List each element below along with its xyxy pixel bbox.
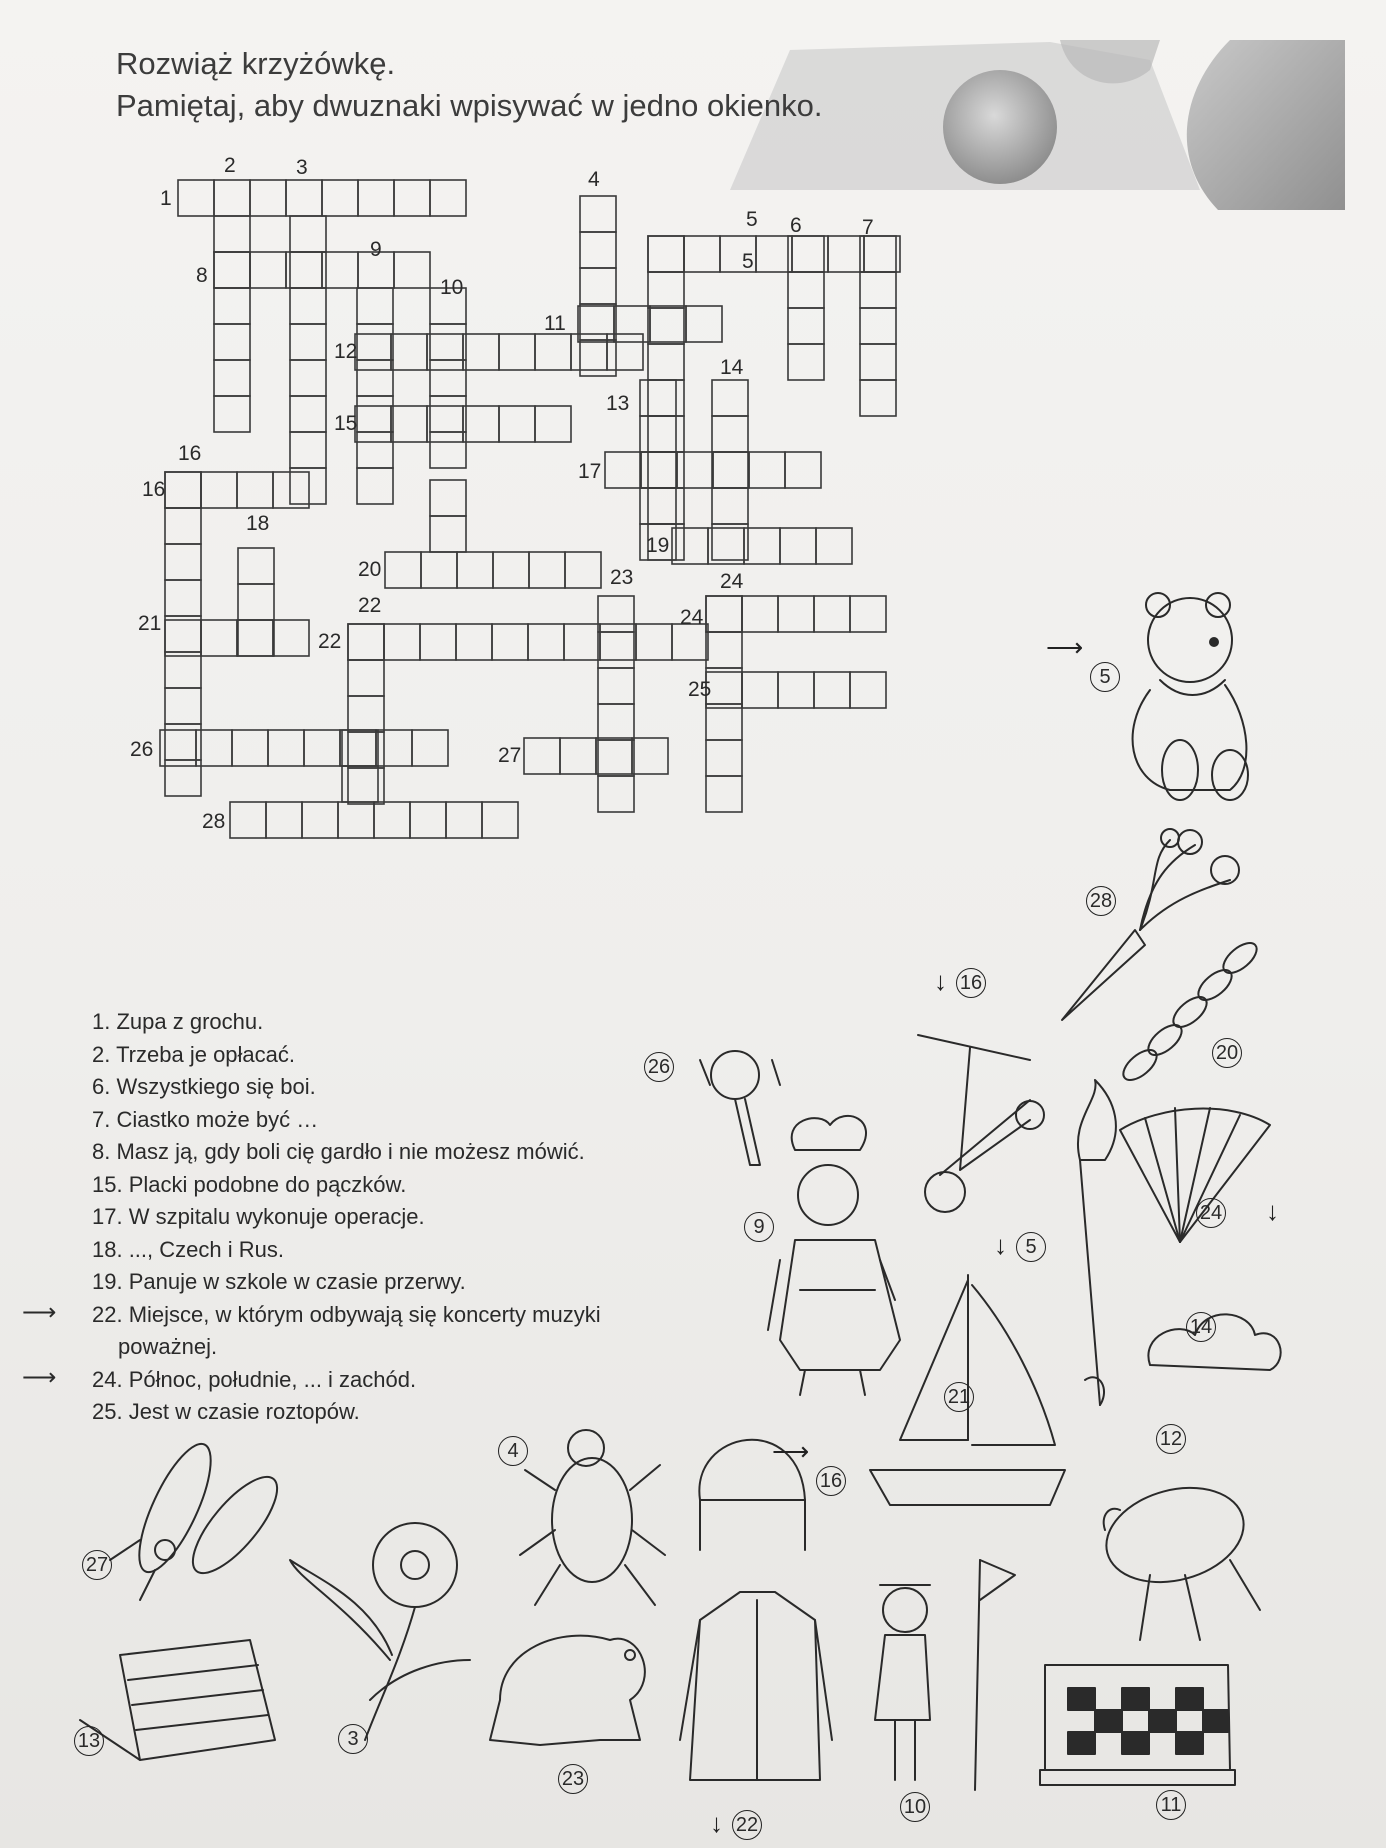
grid-number: 3 xyxy=(296,156,308,179)
picture-number: 14 xyxy=(1186,1312,1216,1342)
cook-icon xyxy=(768,1116,900,1395)
clue-text: 1. Zupa z grochu. xyxy=(92,1009,264,1034)
coat-icon xyxy=(680,1592,832,1780)
picture-number: 11 xyxy=(1156,1790,1186,1820)
grid-number: 2 xyxy=(224,154,236,177)
clue-arrow-icon: ⟶ xyxy=(22,1298,57,1326)
grid-number: 17 xyxy=(578,460,602,483)
clue-arrow-icon: ⟶ xyxy=(22,1363,57,1391)
clue-text: 7. Ciastko może być … xyxy=(92,1106,319,1132)
picture-number: 9 xyxy=(744,1212,774,1242)
picture-number: 21 xyxy=(944,1382,974,1412)
grid-number: 24 xyxy=(680,606,704,629)
clue-text-continued: poważnej. xyxy=(118,1334,218,1359)
grid-number: 12 xyxy=(334,340,358,363)
picture-number: 16 xyxy=(816,1466,846,1496)
grid-number: 1 xyxy=(160,187,172,210)
direction-arrow-icon: ⟶ xyxy=(772,1436,810,1466)
chess-icon xyxy=(1040,1665,1235,1785)
clue-text: 15. Placki podobne do pączków. xyxy=(92,1171,407,1197)
title-line-2: Pamiętaj, aby dwuznaki wpisywać w jedno okienko. xyxy=(116,88,823,123)
direction-arrow-icon: ⟶ xyxy=(1046,632,1084,662)
grid-number: 11 xyxy=(544,312,566,335)
direction-arrow-icon: ↓ xyxy=(994,1230,1007,1260)
toad-icon xyxy=(490,1636,645,1745)
grid-number: 21 xyxy=(138,612,162,635)
picture-number: 3 xyxy=(338,1724,368,1754)
clue-text: 18. ..., Czech i Rus. xyxy=(92,1236,284,1262)
grid-number: 20 xyxy=(358,558,382,581)
grid-number: 22 xyxy=(358,594,382,617)
grid-number: 26 xyxy=(130,738,154,761)
title-line-1: Rozwiąż krzyżówkę. xyxy=(116,46,396,81)
chain-icon xyxy=(1118,937,1261,1085)
grid-number: 4 xyxy=(588,168,600,191)
roof-icon xyxy=(80,1640,275,1760)
picture-number: 22 xyxy=(732,1810,762,1840)
direction-arrow-icon: ↓ xyxy=(1266,1196,1279,1226)
clue-text: 2. Trzeba je opłacać. xyxy=(92,1041,296,1067)
grid-number: 13 xyxy=(606,392,630,415)
picture-number: 26 xyxy=(644,1052,674,1082)
carrot-icon xyxy=(1062,829,1239,1020)
grid-number: 6 xyxy=(790,214,802,237)
bug-icon xyxy=(520,1430,665,1605)
picture-number: 4 xyxy=(498,1436,528,1466)
grid-number: 9 xyxy=(370,238,382,261)
direction-arrow-icon: ↓ xyxy=(934,966,947,996)
grid-number: 18 xyxy=(246,512,270,535)
grid-number: 22 xyxy=(318,630,342,653)
grid-number: 7 xyxy=(862,216,874,239)
picture-number: 5 xyxy=(1016,1232,1046,1262)
picture-number: 16 xyxy=(956,968,986,998)
picture-number: 23 xyxy=(558,1764,588,1794)
grid-number: 27 xyxy=(498,744,522,767)
picture-number: 12 xyxy=(1156,1424,1186,1454)
grid-number: 25 xyxy=(688,678,712,701)
picture-number: 20 xyxy=(1212,1038,1242,1068)
grid-number: 23 xyxy=(610,566,634,589)
torch-icon xyxy=(1078,1080,1116,1405)
grid-number: 19 xyxy=(646,534,670,557)
grid-number: 5 xyxy=(746,208,758,231)
grid-number: 8 xyxy=(196,264,208,287)
direction-arrow-icon: ↓ xyxy=(710,1808,723,1838)
clue-text: 25. Jest w czasie roztopów. xyxy=(92,1399,360,1424)
grid-number: 16 xyxy=(142,478,166,501)
picture-number: 13 xyxy=(74,1726,104,1756)
picture-number: 5 xyxy=(1090,662,1120,692)
clue-text: 22. Miejsce, w którym odbywają się koncerty muzyki xyxy=(92,1301,601,1327)
clue-text: 17. W szpitalu wykonuje operacje. xyxy=(92,1204,425,1229)
grid-number: 15 xyxy=(334,412,358,435)
clue-text: 8. Masz ją, gdy boli cię gardło i nie możesz mówić. xyxy=(92,1139,585,1164)
clue-text: 19. Panuje w szkole w czasie przerwy. xyxy=(92,1269,466,1294)
flower-icon xyxy=(290,1523,470,1740)
scout-icon xyxy=(875,1560,1015,1790)
picture-number: 28 xyxy=(1086,886,1116,916)
picture-number: 10 xyxy=(900,1792,930,1822)
picture-number: 27 xyxy=(82,1550,112,1580)
grid-number: 14 xyxy=(720,356,744,379)
grid-number: 28 xyxy=(202,810,226,833)
clue-text: 24. Północ, południe, ... i zachód. xyxy=(92,1366,417,1392)
bear-icon xyxy=(1133,593,1248,800)
grid-number: 10 xyxy=(440,276,464,299)
scooter-icon xyxy=(918,1035,1044,1212)
beetle-icon xyxy=(1096,1473,1260,1640)
grid-number: 5 xyxy=(742,250,754,273)
clue-text: 6. Wszystkiego się boi. xyxy=(92,1074,316,1099)
rattle-icon xyxy=(700,1051,780,1165)
fan-icon xyxy=(1120,1108,1270,1242)
grid-number: 24 xyxy=(720,570,744,593)
picture-number: 24 xyxy=(1196,1198,1226,1228)
grid-number: 16 xyxy=(178,442,202,465)
fly-icon xyxy=(110,1435,290,1600)
